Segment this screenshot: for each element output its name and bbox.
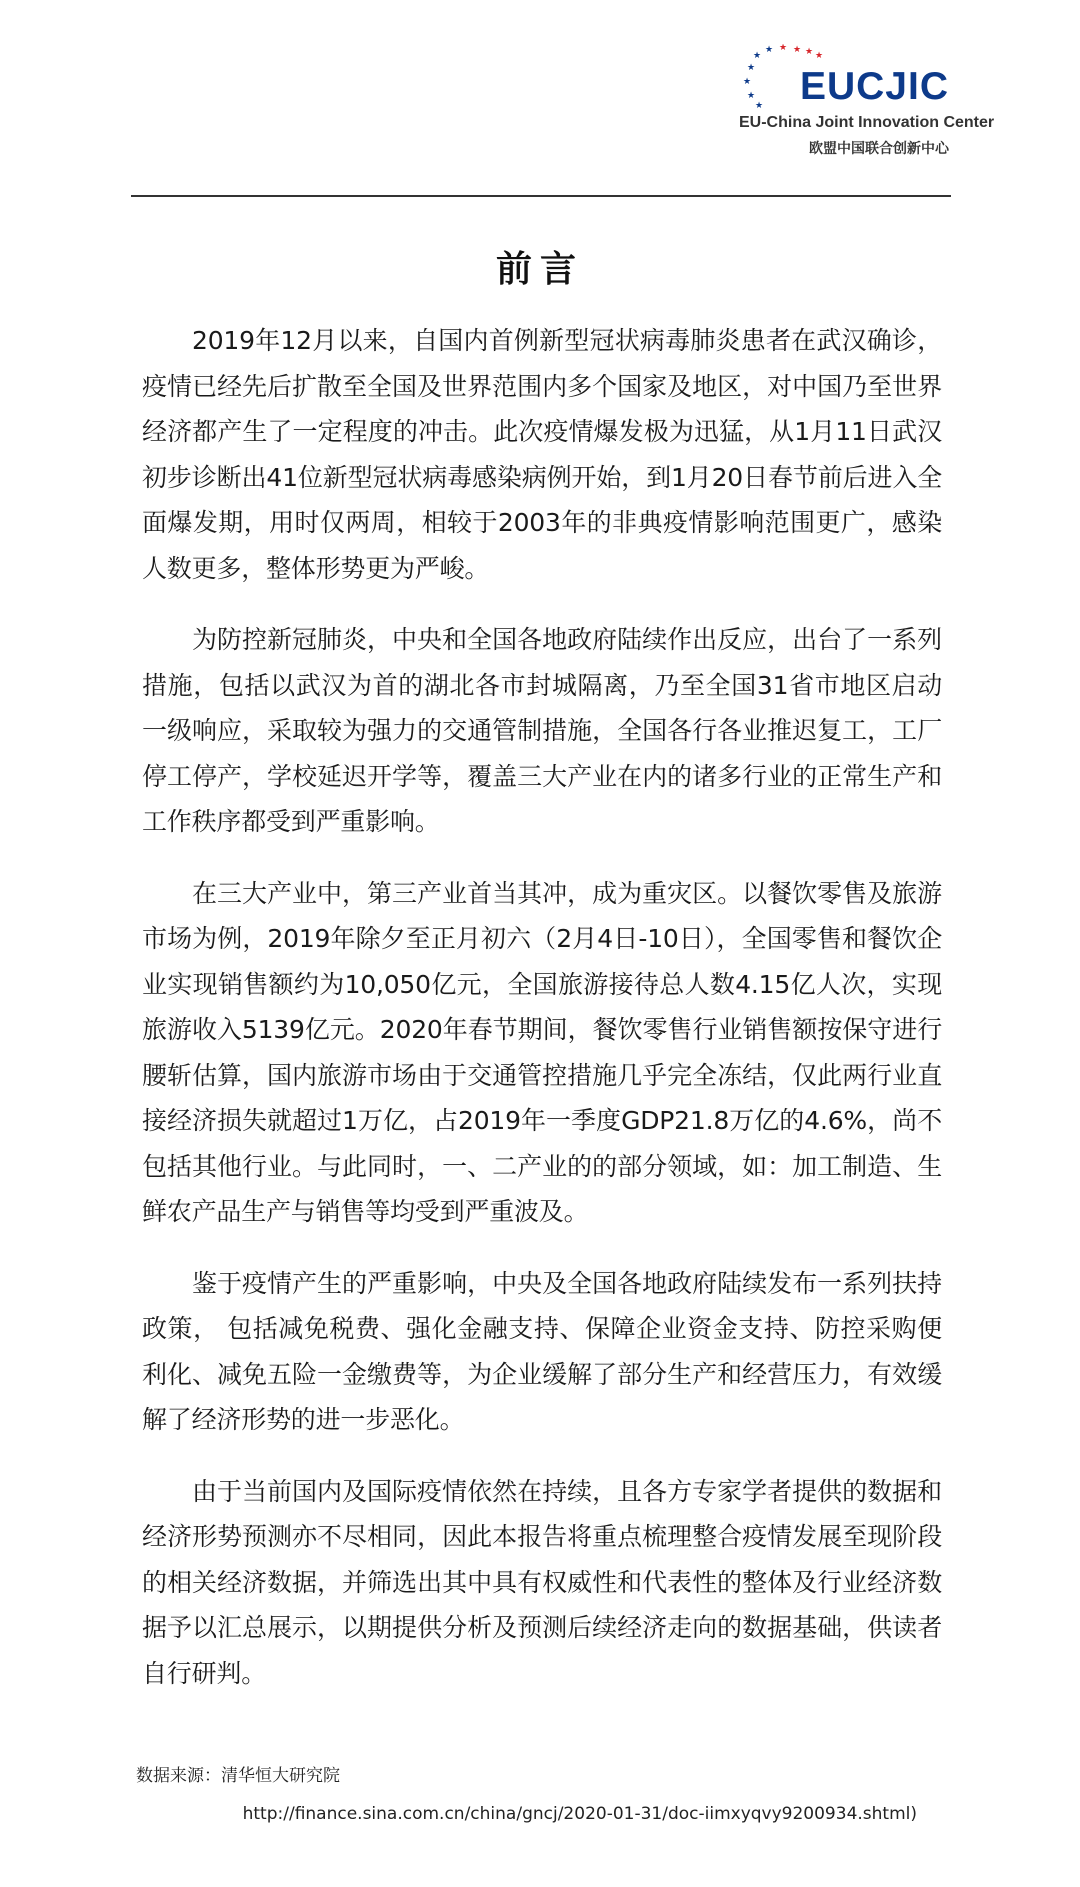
document-body bbox=[142, 318, 942, 1722]
svg-text:★: ★ bbox=[765, 45, 774, 55]
logo-wordmark: EUCJIC bbox=[799, 65, 949, 108]
logo-chinese-name: 欧盟中国联合创新中心 bbox=[809, 141, 949, 157]
svg-text:★: ★ bbox=[747, 63, 756, 73]
logo-mark bbox=[739, 44, 949, 110]
source-label: 数据来源：清华恒大研究院 bbox=[136, 1766, 340, 1786]
paragraph: 鉴于疫情产生的严重影响，中央及全国各地政府陆续发布一系列扶持政策， 包括减免税费、强化金融支持、保障企业资金支持、防控采购便利化、减免五险一金缴费等，为企业缓解了部分生产和经营压力，有效缓解了经济形势的进一步恶化。 bbox=[142, 1268, 942, 1434]
logo-english-name: EU-China Joint Innovation Center bbox=[739, 114, 995, 131]
svg-text:★: ★ bbox=[753, 51, 762, 61]
header-divider bbox=[131, 195, 951, 197]
page-title: 前言 bbox=[495, 249, 584, 290]
paragraph: 为防控新冠肺炎，中央和全国各地政府陆续作出反应，出台了一系列措施，包括以武汉为首的湖北各市封城隔离，乃至全国31省市地区启动一级响应，采取较为强力的交通管制措施，全国各行各业推迟复工，工厂停工停产，学校延迟开学等，覆盖三大产业在内的诸多行业的正常生产和工作秩序都受到严重影响。 bbox=[142, 625, 942, 836]
svg-text:★: ★ bbox=[779, 44, 788, 53]
svg-text:★: ★ bbox=[743, 77, 752, 87]
svg-text:★: ★ bbox=[747, 91, 756, 101]
paragraph: 2019年12月以来，自国内首例新型冠状病毒肺炎患者在武汉确诊，疫情已经先后扩散至全国及世界范围内多个国家及地区，对中国乃至世界经济都产生了一定程度的冲击。此次疫情爆发极为迅猛，从1月11日武汉初步诊断出41位新型冠状病毒感染病例开始，到1月20日春节前后进入全面爆发期，用时仅两周，相较于2003年的非典疫情影响范围更广，感染人数更多，整体形势更为严峻。 bbox=[142, 326, 942, 583]
svg-text:★: ★ bbox=[793, 45, 802, 55]
svg-text:★: ★ bbox=[755, 101, 764, 110]
eucjic-logo bbox=[739, 44, 995, 158]
svg-text:★: ★ bbox=[815, 51, 824, 61]
source-url: http://finance.sina.com.cn/china/gncj/2020-01-31/doc-iimxyqvy9200934.shtml) bbox=[242, 1804, 917, 1824]
paragraph: 在三大产业中，第三产业首当其冲，成为重灾区。以餐饮零售及旅游市场为例，2019年除夕至正月初六（2月4日-10日），全国零售和餐饮企业实现销售额约为10,050亿元，全国旅游接待总人数4.15亿人次，实现旅游收入5139亿元。2020年春节期间，餐饮零售行业销售额按保守进行腰斩估算，国内旅游市场由于交通管控措施几乎完全冻结，仅此两行业直接经济损失就超过1万亿，占2019年一季度GDP21.8万亿的4.6%，尚不包括其他行业。与此同时，一、二产业的的部分领域，如：加工制造、生鲜农产品生产与销售等均受到严重波及。 bbox=[142, 878, 942, 1226]
svg-text:★: ★ bbox=[805, 47, 814, 57]
paragraph: 由于当前国内及国际疫情依然在持续，且各方专家学者提供的数据和经济形势预测亦不尽相同，因此本报告将重点梳理整合疫情发展至现阶段的相关经济数据，并筛选出其中具有权威性和代表性的整体及行业经济数据予以汇总展示，以期提供分析及预测后续经济走向的数据基础，供读者自行研判。 bbox=[142, 1476, 942, 1688]
